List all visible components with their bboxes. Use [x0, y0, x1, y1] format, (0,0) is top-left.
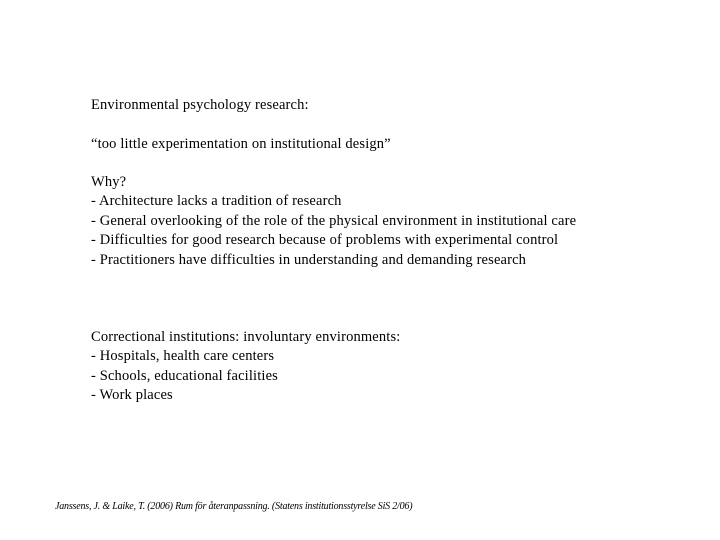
correctional-item-schools: - Schools, educational facilities	[91, 367, 278, 384]
correctional-title: Correctional institutions: involuntary environments:	[91, 329, 401, 345]
why-item-practitioners: - Practitioners have difficulties in understanding and demanding research	[91, 251, 527, 268]
citation-text: Janssens, J. & Laike, T. (2006) Rum för återanpassning. (Statens institutionsstyrelse SiS 2/06)	[55, 501, 413, 512]
correctional-item-hospitals: - Hospitals, health care centers	[91, 348, 275, 365]
why-item-architecture: - Architecture lacks a tradition of research	[91, 193, 342, 210]
correctional-item-work: - Work places	[91, 387, 173, 404]
correctional-block	[91, 328, 611, 406]
heading-block	[91, 96, 611, 115]
why-item-overlooking: - General overlooking of the role of the physical environment in institutional care	[91, 212, 577, 229]
why-block	[91, 173, 611, 270]
quote-text: “too little experimentation on institutional design”	[91, 136, 391, 152]
heading-text: Environmental psychology research:	[91, 97, 309, 113]
quote-block	[91, 135, 611, 154]
why-title: Why?	[91, 174, 127, 190]
why-item-difficulties: - Difficulties for good research because of problems with experimental control	[91, 232, 559, 249]
